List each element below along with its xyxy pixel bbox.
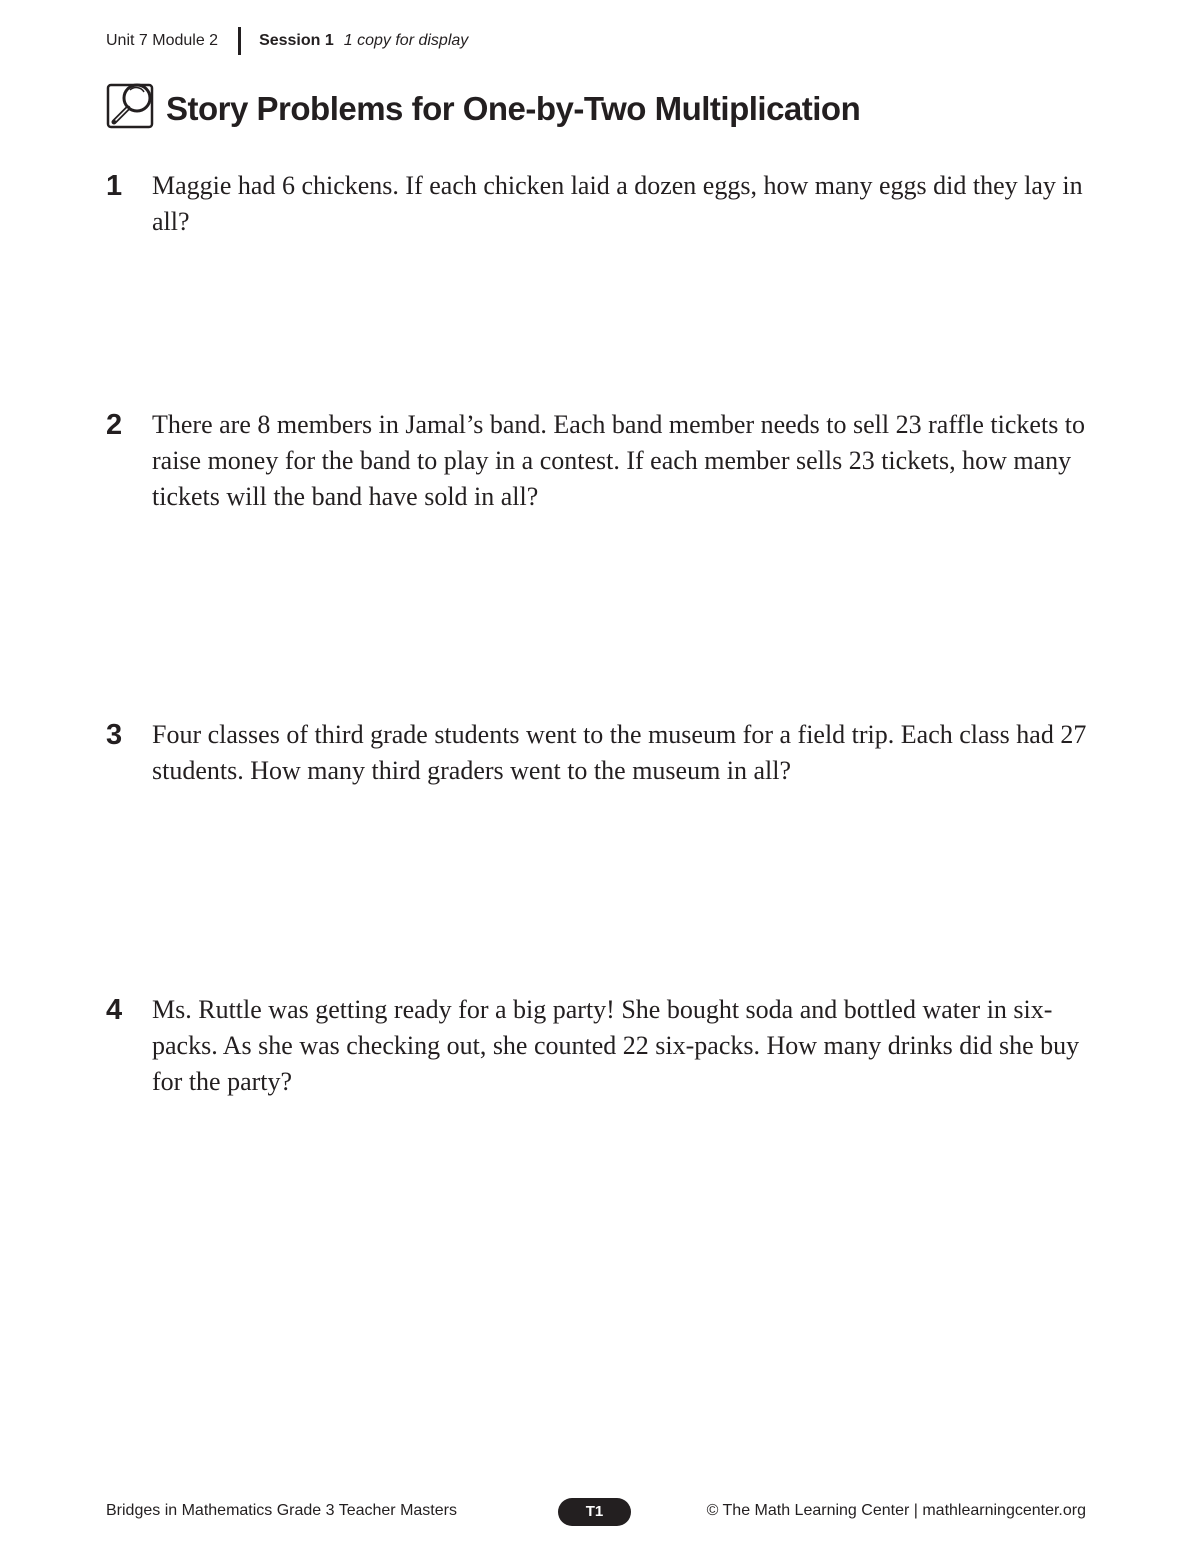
problem-text: There are 8 members in Jamal’s band. Each band member needs to sell 23 raffle tickets to raise money for the band to play in a contest. If each member sells 23 tickets, how many tickets will the band have sold in all? [152,410,1086,511]
book-title: Bridges in Mathematics Grade 3 Teacher Masters [106,1502,457,1519]
page-number-badge: T1 [558,1498,631,1526]
problem-text: Four classes of third grade students went to the museum for a field trip. Each class had 27 students. How many third graders went to the museum in all? [152,720,1087,785]
publisher-credit: © The Math Learning Center | mathlearningcenter.org [706,1502,1086,1519]
title-row [106,80,860,130]
problem-2 [106,407,1096,515]
page-footer [106,1498,1086,1526]
page-title: Story Problems for One-by-Two Multiplication [166,90,861,127]
problem-number: 4 [106,994,123,1026]
problem-number: 2 [106,409,123,441]
session-label: Session 1 [259,32,334,49]
problem-text: Maggie had 6 chickens. If each chicken laid a dozen eggs, how many eggs did they lay in all? [152,171,1083,236]
magnifier-page-icon [106,80,158,130]
problem-3 [106,717,1096,789]
unit-module-label: Unit 7 Module 2 [106,32,219,49]
problem-number: 1 [106,170,123,202]
problem-1 [106,168,1096,240]
page-header [106,28,468,54]
problem-text: Ms. Ruttle was getting ready for a big party! She bought soda and bottled water in six-packs. As she was checking out, she counted 22 six-packs. How many drinks did she buy for the party? [152,995,1080,1096]
problem-4 [106,992,1096,1100]
problem-number: 3 [106,719,123,751]
header-divider [238,27,241,55]
copy-note: 1 copy for display [343,32,469,49]
